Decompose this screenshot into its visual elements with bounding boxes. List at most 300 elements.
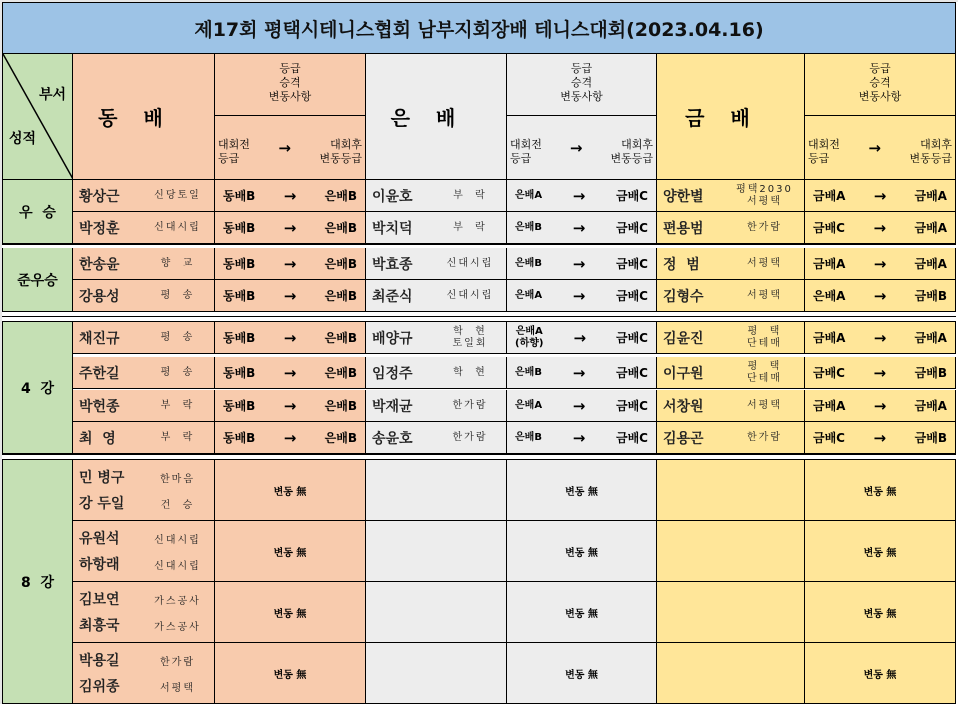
player-cell xyxy=(73,390,215,422)
club-name-group xyxy=(731,361,798,385)
club-name-group xyxy=(147,432,208,444)
club-name-group xyxy=(440,190,500,202)
no-change-cell: 변동 無 xyxy=(805,521,956,582)
grade-after: 은배B xyxy=(324,399,357,413)
grade-after: 금배A xyxy=(914,331,947,345)
grade-after: 금배B xyxy=(914,366,947,380)
grade-before: 금배A xyxy=(813,330,846,345)
player-name: 배양규 xyxy=(372,330,413,347)
player-name: 박정훈 xyxy=(79,220,120,237)
arrow-icon: → xyxy=(873,254,887,273)
player-name: 이구원 xyxy=(663,365,704,382)
eight-player-cell xyxy=(73,460,215,521)
no-change-cell: 변동 無 xyxy=(805,460,956,521)
player-name: 주한길 xyxy=(79,365,120,382)
arrow-icon: → xyxy=(873,396,887,415)
grade-after: 은배B xyxy=(324,366,357,380)
player-cell xyxy=(73,280,215,312)
arrow-icon: → xyxy=(873,428,887,447)
club-name: 평 송 xyxy=(160,289,195,301)
after-label-1: 대회후 xyxy=(330,137,362,151)
grade-before: 은배A xyxy=(515,325,543,337)
grade-before: 금배A xyxy=(813,188,846,203)
grade-before-group xyxy=(813,367,845,379)
grade-after: 은배B xyxy=(324,189,357,203)
grade-before-group xyxy=(515,326,543,350)
club-name: 서평택 xyxy=(747,289,782,301)
grade-before: 은배A xyxy=(515,289,543,301)
no-change-cell: 변동 無 xyxy=(507,521,657,582)
club-name-group xyxy=(440,326,500,350)
change-title-3: 변동사항 xyxy=(858,90,902,103)
grade-before-group xyxy=(223,222,255,234)
player-name: 강용성 xyxy=(79,288,120,305)
player-name: 박치덕 xyxy=(372,220,413,237)
eight-player-cell xyxy=(73,582,215,643)
grade-change-cell xyxy=(215,322,366,354)
no-change-cell: 변동 無 xyxy=(215,460,366,521)
club-name: 평 택 xyxy=(747,360,782,372)
geum-change-header xyxy=(805,54,956,116)
player-name: 박헌종 xyxy=(79,398,120,415)
grade-after: 은배B xyxy=(324,257,357,271)
eun-change-header xyxy=(507,54,657,116)
no-change-cell: 변동 無 xyxy=(215,582,366,643)
grade-change-cell xyxy=(805,422,956,454)
club-name: 서평택 xyxy=(747,257,782,269)
after-label-2: 변동등급 xyxy=(319,151,362,165)
before-label-1: 대회전 xyxy=(808,137,840,151)
club-name: 한가람 xyxy=(160,656,195,668)
grade-before: 금배A xyxy=(813,256,846,271)
before-label-2: 등급 xyxy=(808,151,830,165)
grade-before-group xyxy=(515,258,542,270)
club-name: 가스공사 xyxy=(154,595,201,607)
empty-cell xyxy=(657,643,805,704)
grade-after: 금배C xyxy=(615,331,648,345)
player-name: 김윤진 xyxy=(663,330,704,347)
grade-before: 동배B xyxy=(223,365,256,380)
grade-change-cell xyxy=(805,212,956,244)
grade-after: 금배A xyxy=(914,189,947,203)
grade-change-cell xyxy=(507,322,657,354)
grade-change-cell xyxy=(507,357,657,389)
grade-before: 동배B xyxy=(223,288,256,303)
grade-before-group xyxy=(515,222,542,234)
grade-after: 금배A xyxy=(914,399,947,413)
grade-after: 금배C xyxy=(616,257,648,271)
arrow-icon: → xyxy=(572,218,586,237)
club-name: 평 송 xyxy=(160,331,195,343)
grade-before-group xyxy=(223,290,255,302)
arrow-icon: → xyxy=(278,138,291,157)
club-name: 부 락 xyxy=(160,399,195,411)
grade-change-cell xyxy=(507,280,657,312)
grade-before: 동배B xyxy=(223,188,256,203)
club-name: 건 승 xyxy=(160,499,195,511)
arrow-icon: → xyxy=(868,138,881,157)
grade-after: 금배C xyxy=(615,399,648,413)
player-cell xyxy=(73,422,215,454)
grade-change-cell xyxy=(215,357,366,389)
player-name: 김형수 xyxy=(663,288,704,305)
club-name: 신대시립 xyxy=(154,221,201,233)
player-cell xyxy=(73,180,215,212)
grade-after: 금배C xyxy=(615,189,648,203)
before-label-2: 등급 xyxy=(218,151,240,165)
after-label-2: 변동등급 xyxy=(909,151,952,165)
player-cell xyxy=(657,322,805,354)
grade-before: 동배B xyxy=(223,256,256,271)
player-name: 최준식 xyxy=(372,288,413,305)
grade-before: 동배B xyxy=(223,330,256,345)
eun-header: 은배 xyxy=(366,54,507,180)
grade-after: 은배B xyxy=(324,331,357,345)
club-name: 한가람 xyxy=(452,431,488,443)
grade-change-cell xyxy=(215,212,366,244)
grade-before-group xyxy=(813,432,845,444)
player-cell xyxy=(657,357,805,389)
player-cell xyxy=(657,280,805,312)
eight-player-cell xyxy=(73,643,215,704)
grade-before-note: (하향) xyxy=(515,337,544,349)
club-name: 신대시립 xyxy=(154,560,201,572)
club-name-2: 토일회 xyxy=(452,337,488,349)
empty-cell xyxy=(366,643,507,704)
arrow-icon: → xyxy=(283,328,297,347)
arrow-icon: → xyxy=(873,328,887,347)
diagonal-line xyxy=(3,54,73,179)
grade-after: 금배B xyxy=(914,289,947,303)
club-name: 서평택 xyxy=(160,682,195,694)
grade-change-cell xyxy=(215,422,366,454)
grade-before: 금배C xyxy=(813,365,845,380)
geum-header: 금배 xyxy=(657,54,805,180)
player-line xyxy=(79,673,208,699)
club-name-group xyxy=(440,432,500,444)
tournament-sheet xyxy=(2,2,958,704)
arrow-icon: → xyxy=(283,218,297,237)
grade-before-group xyxy=(223,432,255,444)
grade-before: 은배B xyxy=(515,366,542,378)
arrow-icon: → xyxy=(572,286,586,305)
geum-before-after-header xyxy=(805,116,956,180)
arrow-icon: → xyxy=(573,328,587,347)
player-cell xyxy=(73,357,215,389)
player-cell xyxy=(366,248,507,280)
club-name-group xyxy=(440,258,500,270)
arrow-icon: → xyxy=(572,186,586,205)
grade-before-group xyxy=(515,367,542,379)
grade-before-group xyxy=(813,290,845,302)
grade-before-group xyxy=(515,290,542,302)
player-name: 김보연 xyxy=(79,592,120,608)
grade-before: 동배B xyxy=(223,220,256,235)
player-cell xyxy=(366,357,507,389)
grade-after: 금배A xyxy=(914,257,947,271)
player-line xyxy=(79,551,208,577)
grade-change-cell xyxy=(805,180,956,212)
player-cell xyxy=(657,212,805,244)
empty-cell xyxy=(657,460,805,521)
player-cell xyxy=(366,212,507,244)
club-name: 한가람 xyxy=(452,399,488,411)
player-name: 편용범 xyxy=(663,220,704,237)
change-title-2: 승격 xyxy=(570,76,593,89)
grade-before: 은배A xyxy=(515,399,543,411)
dong-before-after-header xyxy=(215,116,366,180)
change-title-1: 등급 xyxy=(279,62,301,75)
grade-before-group xyxy=(515,400,542,412)
player-cell xyxy=(73,322,215,354)
grade-before: 은배A xyxy=(515,189,543,201)
club-name: 가스공사 xyxy=(154,621,201,633)
club-name-group xyxy=(731,222,798,234)
dong-header: 동배 xyxy=(73,54,215,180)
grade-change-cell xyxy=(805,248,956,280)
grade-before-group xyxy=(813,400,845,412)
no-change-cell: 변동 無 xyxy=(215,521,366,582)
arrow-icon: → xyxy=(283,186,297,205)
grade-before-group xyxy=(813,190,845,202)
grade-after: 은배B xyxy=(324,431,357,445)
grade-before: 금배C xyxy=(813,430,845,445)
club-name-group xyxy=(731,258,798,270)
player-name: 이윤호 xyxy=(372,188,413,205)
player-cell xyxy=(73,248,215,280)
change-title-3: 변동사항 xyxy=(560,90,603,103)
grade-before: 금배C xyxy=(813,220,845,235)
club-name-group xyxy=(147,367,208,379)
after-label-2: 변동등급 xyxy=(610,151,653,165)
after-label-1: 대회후 xyxy=(920,137,952,151)
arrow-icon: → xyxy=(873,218,887,237)
no-change-cell: 변동 無 xyxy=(507,460,657,521)
grade-before: 동배B xyxy=(223,430,256,445)
grade-before-group xyxy=(813,258,845,270)
grade-change-cell xyxy=(215,248,366,280)
grade-before-group xyxy=(223,190,255,202)
before-label-2: 등급 xyxy=(510,151,532,165)
rank-cell: 8 강 xyxy=(2,460,73,704)
player-name: 강 두일 xyxy=(79,496,125,512)
arrow-icon: → xyxy=(572,428,586,447)
club-name: 서평택 xyxy=(747,399,782,411)
arrow-icon: → xyxy=(873,186,887,205)
grade-after: 금배C xyxy=(616,366,648,380)
club-name-group xyxy=(147,190,208,202)
club-name: 한마음 xyxy=(160,473,195,485)
club-name: 평 택 xyxy=(747,325,782,337)
no-change-cell: 변동 無 xyxy=(215,643,366,704)
grade-before-group xyxy=(223,400,255,412)
grade-before-group xyxy=(515,432,542,444)
no-change-cell: 변동 無 xyxy=(507,582,657,643)
player-name: 김위종 xyxy=(79,679,120,695)
player-name: 채진규 xyxy=(79,330,120,347)
corner-header-cell xyxy=(2,54,73,180)
before-label-1: 대회전 xyxy=(218,137,250,151)
club-name: 부 락 xyxy=(453,189,487,201)
player-name: 최 영 xyxy=(79,430,116,447)
arrow-icon: → xyxy=(283,286,297,305)
player-line xyxy=(79,464,208,490)
club-name: 평 송 xyxy=(160,366,195,378)
player-cell xyxy=(366,322,507,354)
change-title-3: 변동사항 xyxy=(268,90,312,103)
player-name: 최흥국 xyxy=(79,618,120,634)
grade-change-cell xyxy=(805,322,956,354)
dong-change-header xyxy=(215,54,366,116)
arrow-icon: → xyxy=(283,363,297,382)
before-label-1: 대회전 xyxy=(510,137,542,151)
grade-before-group xyxy=(223,258,255,270)
corner-label-division: 부서 xyxy=(38,87,66,103)
player-cell xyxy=(73,212,215,244)
change-title-2: 승격 xyxy=(869,76,891,89)
player-name: 박용길 xyxy=(79,653,120,669)
club-name-group xyxy=(440,222,500,234)
player-name: 황상근 xyxy=(79,188,120,205)
arrow-icon: → xyxy=(283,254,297,273)
grade-change-cell xyxy=(507,422,657,454)
grade-before: 동배B xyxy=(223,398,256,413)
player-cell xyxy=(657,422,805,454)
no-change-cell: 변동 無 xyxy=(805,582,956,643)
player-name: 김용곤 xyxy=(663,430,704,447)
club-name-2: 단테매 xyxy=(747,337,782,349)
club-name: 한가람 xyxy=(747,221,782,233)
grade-change-cell xyxy=(215,390,366,422)
grade-change-cell xyxy=(805,280,956,312)
club-name: 신대시립 xyxy=(446,257,494,269)
rank-cell: 우 승 xyxy=(2,180,73,244)
no-change-cell: 변동 無 xyxy=(805,643,956,704)
grade-change-cell xyxy=(507,248,657,280)
club-name-group xyxy=(147,290,208,302)
grade-before: 은배B xyxy=(515,431,542,443)
club-name-2: 서평택 xyxy=(747,195,782,207)
change-title-1: 등급 xyxy=(869,62,891,75)
club-name: 학 현 xyxy=(453,366,487,378)
player-cell xyxy=(657,390,805,422)
player-name: 민 병구 xyxy=(79,470,125,486)
club-name: 평택2030 xyxy=(736,183,793,195)
player-cell xyxy=(657,180,805,212)
grade-before-group xyxy=(813,332,845,344)
arrow-icon: → xyxy=(283,428,297,447)
player-line xyxy=(79,525,208,551)
player-name: 한송윤 xyxy=(79,256,120,273)
club-name-group xyxy=(147,332,208,344)
club-name: 신대시립 xyxy=(446,289,494,301)
empty-cell xyxy=(366,521,507,582)
player-line xyxy=(79,586,208,612)
club-name: 한가람 xyxy=(747,431,782,443)
grade-after: 금배B xyxy=(914,431,947,445)
after-label-1: 대회후 xyxy=(621,137,653,151)
grade-after: 은배B xyxy=(324,221,357,235)
club-name-group xyxy=(731,400,798,412)
empty-cell xyxy=(657,582,805,643)
grade-change-cell xyxy=(805,390,956,422)
rank-cell: 준우승 xyxy=(2,248,73,312)
player-name: 박효종 xyxy=(372,256,413,273)
player-name: 양한별 xyxy=(663,188,704,205)
empty-cell xyxy=(366,582,507,643)
club-name-group xyxy=(440,367,500,379)
club-name-2: 단테매 xyxy=(747,372,782,384)
club-name: 신당토일 xyxy=(154,189,201,201)
eight-player-cell xyxy=(73,521,215,582)
arrow-icon: → xyxy=(572,254,586,273)
player-line xyxy=(79,612,208,638)
player-name: 정 범 xyxy=(663,256,700,273)
change-title-2: 승격 xyxy=(279,76,301,89)
club-name: 부 락 xyxy=(453,221,487,233)
grade-change-cell xyxy=(215,180,366,212)
grade-change-cell xyxy=(507,390,657,422)
grade-before: 금배A xyxy=(813,398,846,413)
grade-before-group xyxy=(223,332,255,344)
player-line xyxy=(79,490,208,516)
player-name: 유원석 xyxy=(79,531,120,547)
player-cell xyxy=(366,390,507,422)
sheet-title: 제17회 평택시테니스협회 남부지회장배 테니스대회(2023.04.16) xyxy=(2,2,956,54)
club-name: 향 교 xyxy=(160,257,195,269)
player-name: 서창원 xyxy=(663,398,704,415)
no-change-cell: 변동 無 xyxy=(507,643,657,704)
club-name: 학 현 xyxy=(453,325,487,337)
club-name-group xyxy=(731,184,798,208)
eun-before-after-header xyxy=(507,116,657,180)
club-name-group xyxy=(147,400,208,412)
club-name: 부 락 xyxy=(160,431,195,443)
grade-before-group xyxy=(223,367,255,379)
change-title-1: 등급 xyxy=(570,62,593,75)
grade-change-cell xyxy=(507,212,657,244)
player-name: 송윤호 xyxy=(372,430,413,447)
player-name: 박재균 xyxy=(372,398,413,415)
grade-change-cell xyxy=(507,180,657,212)
empty-cell xyxy=(657,521,805,582)
player-cell xyxy=(366,180,507,212)
arrow-icon: → xyxy=(873,286,887,305)
player-cell xyxy=(366,280,507,312)
grade-before-group xyxy=(813,222,845,234)
grade-after: 금배C xyxy=(616,221,648,235)
grade-after: 금배A xyxy=(914,221,947,235)
grade-change-cell xyxy=(215,280,366,312)
club-name-group xyxy=(731,432,798,444)
club-name-group xyxy=(147,258,208,270)
corner-label-result: 성적 xyxy=(9,131,37,147)
arrow-icon: → xyxy=(569,138,583,157)
grade-before: 은배B xyxy=(515,257,542,269)
player-line xyxy=(79,647,208,673)
club-name-group xyxy=(731,326,798,350)
arrow-icon: → xyxy=(283,396,297,415)
grade-after: 금배C xyxy=(616,431,648,445)
arrow-icon: → xyxy=(572,396,586,415)
grade-before: 은배B xyxy=(515,221,542,233)
club-name-group xyxy=(731,290,798,302)
player-name: 임정주 xyxy=(372,365,413,382)
grade-change-cell xyxy=(805,357,956,389)
empty-cell xyxy=(366,460,507,521)
club-name-group xyxy=(440,290,500,302)
rank-cell: 4 강 xyxy=(2,322,73,454)
